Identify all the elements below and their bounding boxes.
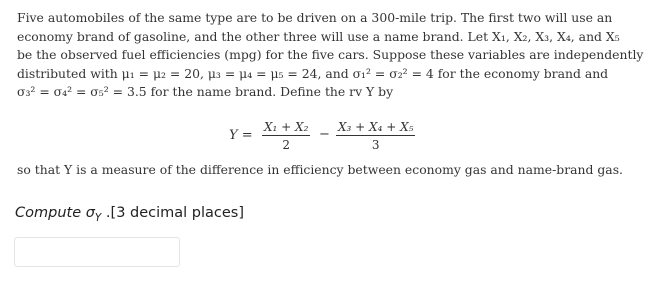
fraction-numerator: X₁ + X₂ xyxy=(264,120,309,134)
answer-input[interactable] xyxy=(14,237,180,267)
problem-statement xyxy=(17,9,645,102)
question-prompt xyxy=(15,205,245,224)
prompt-compute: Compute σ xyxy=(15,205,95,221)
fraction-denominator: 3 xyxy=(371,138,380,152)
y-definition-equation xyxy=(0,120,667,158)
prompt-subscript: Y xyxy=(94,211,102,224)
minus-operator: − xyxy=(319,127,330,142)
prompt-rest: .[3 decimal places] xyxy=(101,205,245,221)
name-brand-average-fraction xyxy=(336,120,415,152)
fraction-denominator: 2 xyxy=(282,138,291,152)
economy-average-fraction xyxy=(262,120,310,152)
problem-line: Five automobiles of the same type are to be driven on a 300-mile trip. The first two will use an xyxy=(17,10,613,25)
problem-line: distributed with μ₁ = μ₂ = 20, μ₃ = μ₄ = μ₅ = 24, and σ₁² = σ₂² = 4 for the economy brand and xyxy=(17,65,609,81)
equation-lhs: Y = xyxy=(229,128,253,143)
problem-followup: so that Y is a measure of the difference in efficiency between economy gas and name-brand gas. xyxy=(17,162,623,177)
problem-line: economy brand of gasoline, and the other three will use a name brand. Let X₁, X₂, X₃, X₄, and X₅ xyxy=(17,28,620,44)
problem-line: σ₃² = σ₄² = σ₅² = 3.5 for the name brand. Define the rv Y by xyxy=(17,84,394,100)
fraction-numerator: X₃ + X₄ + X₅ xyxy=(338,120,414,134)
problem-line: be the observed fuel efficiencies (mpg) for the five cars. Suppose these variables are independently xyxy=(17,47,644,63)
